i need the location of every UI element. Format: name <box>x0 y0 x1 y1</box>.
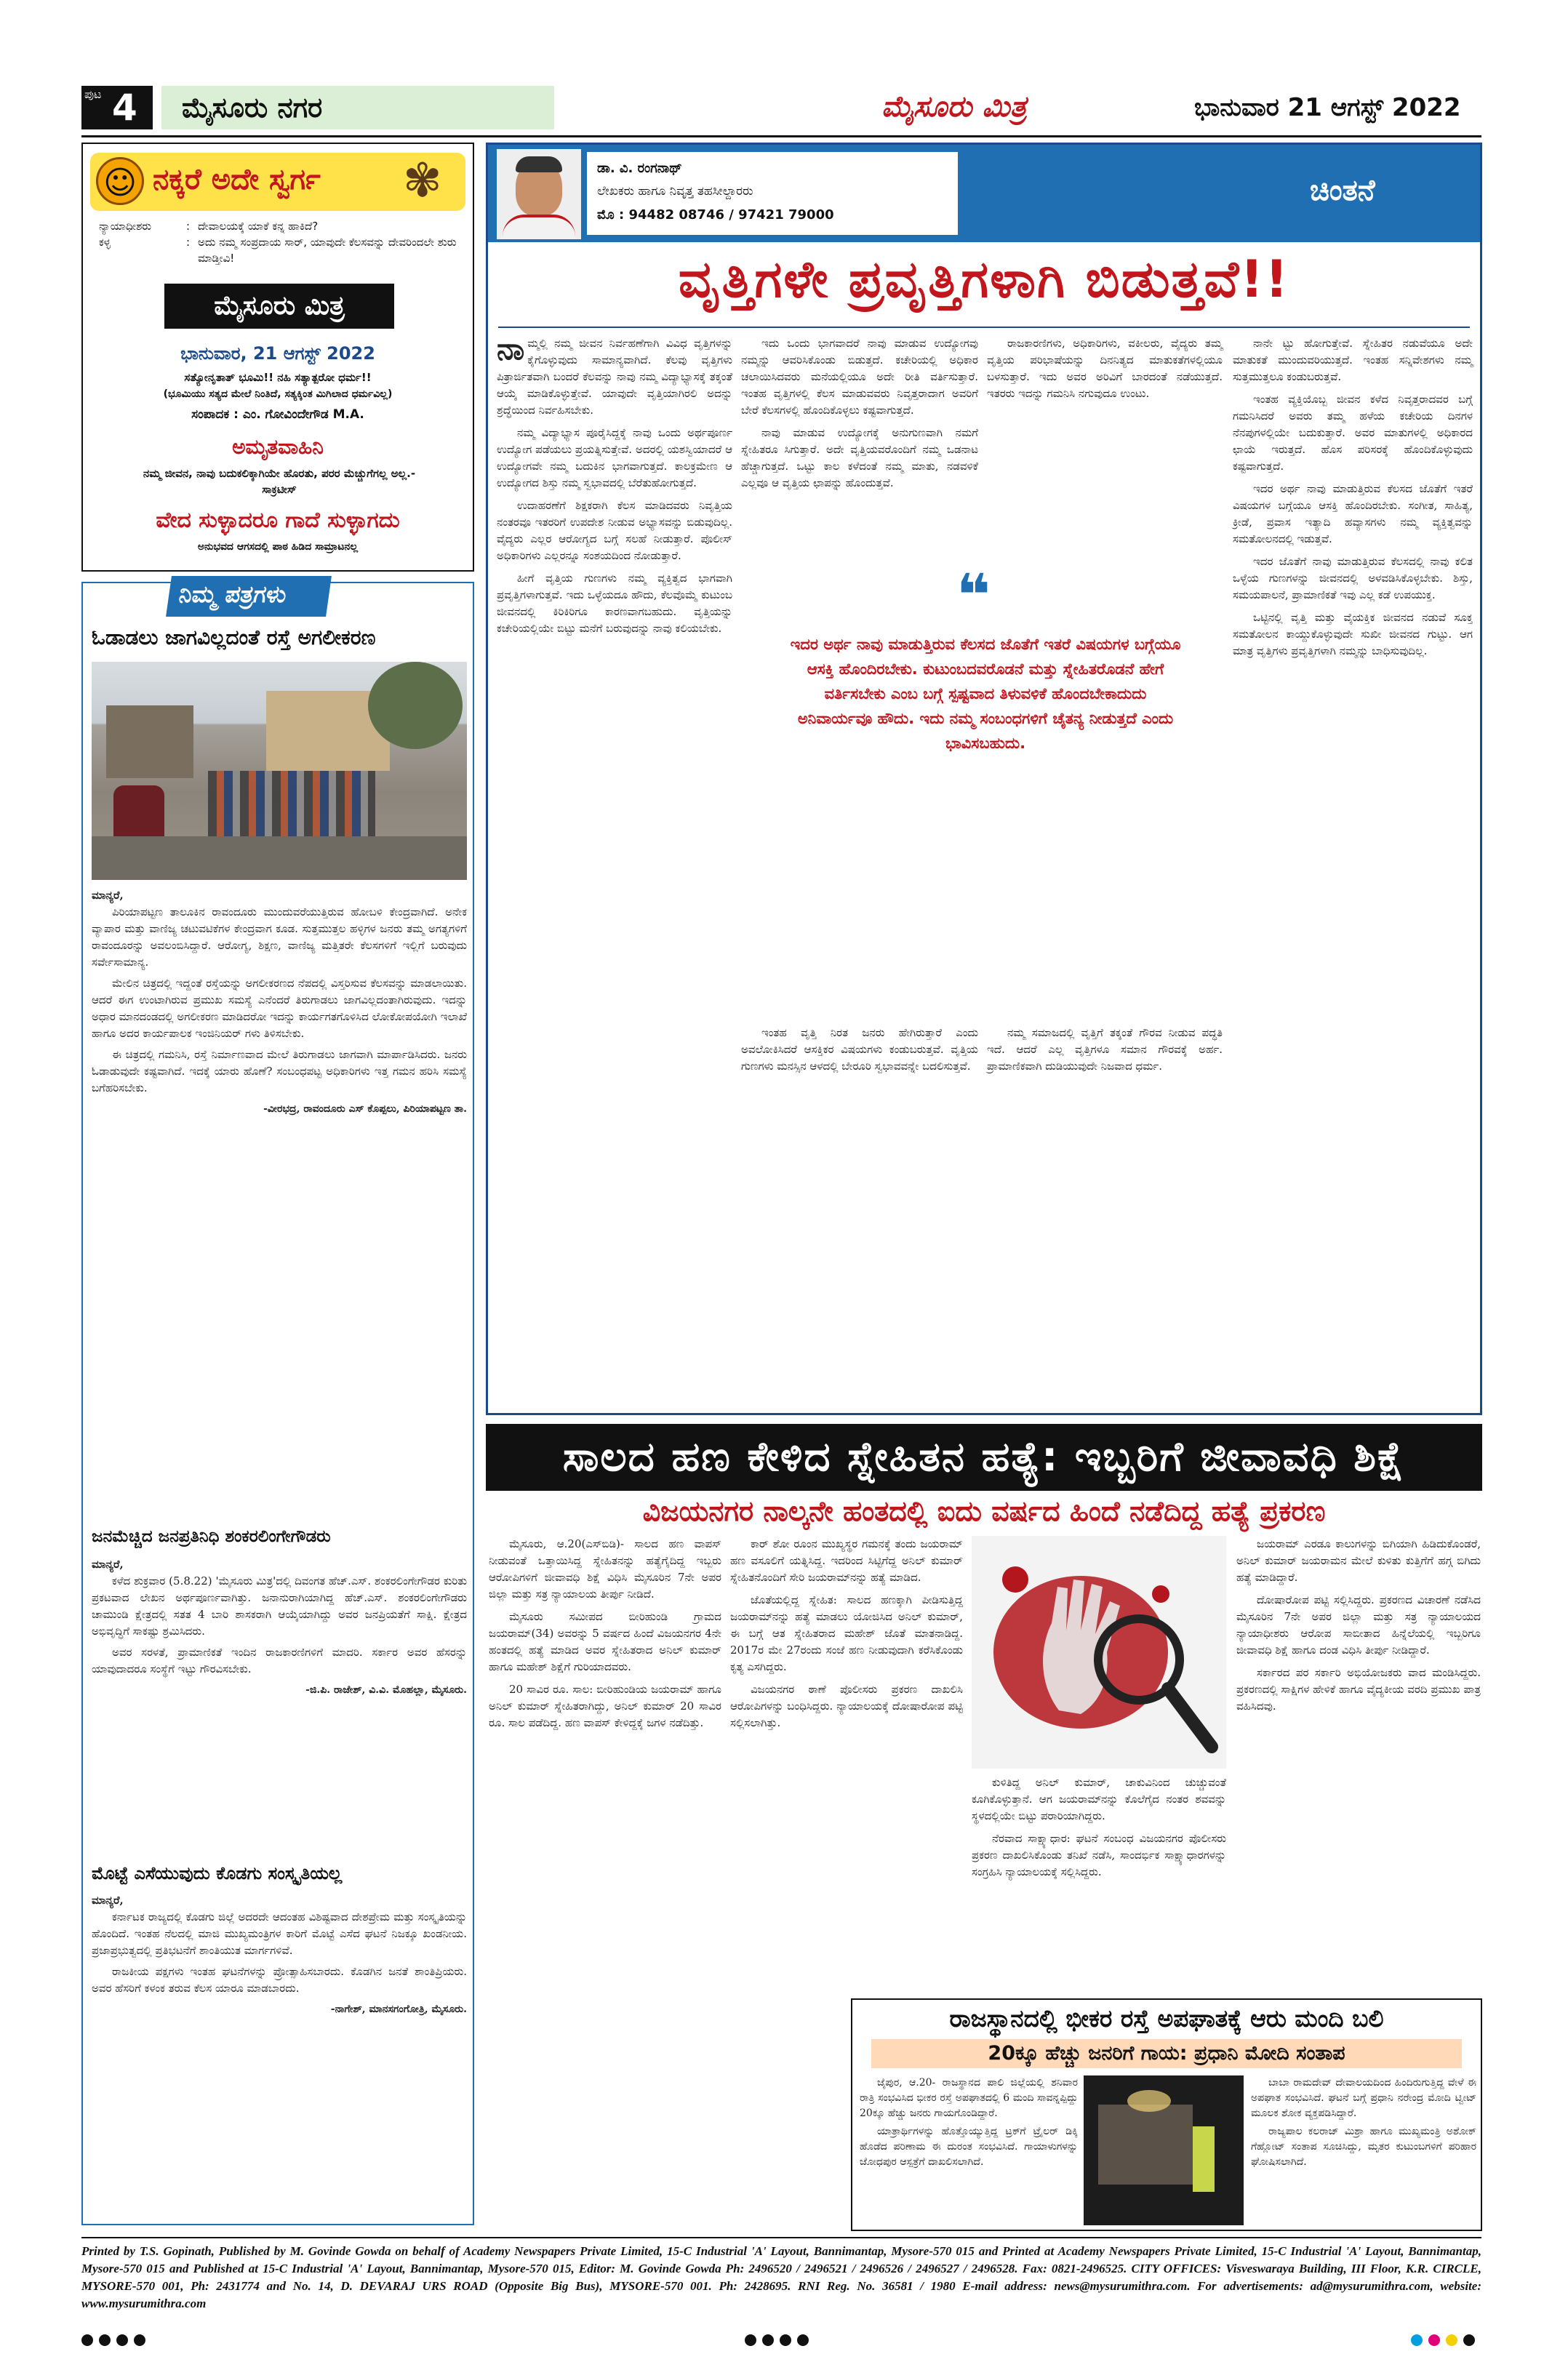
pullquote-box <box>782 561 1189 1017</box>
article-paragraph: ಜೈಪುರ, ಆ.20- ರಾಜಸ್ಥಾನದ ಪಾಲಿ ಜಿಲ್ಲೆಯಲ್ಲಿ ಶನಿವಾರ ರಾತ್ರಿ ಸಂಭವಿಸಿದ ಭೀಕರ ರಸ್ತೆ ಅಪಘಾತದಲ್ಲಿ 6 ಮಂದಿ ಸಾವನ್ನಪ್ಪಿದ್ದು 20ಕ್ಕೂ ಹೆಚ್ಚು ಜನರು ಗಾಯಗೊಂಡಿದ್ದಾರೆ. <box>860 2077 1078 2119</box>
qa-row <box>99 234 463 266</box>
editor-name: : ಎಂ. ಗೋವಿಂದೇಗೌಡ M.A. <box>233 407 364 422</box>
letter-3-body <box>92 1892 467 2018</box>
accident-article <box>851 1998 1482 2231</box>
chintane-col-2-lower <box>741 1025 978 1081</box>
chintane-col-3-lower <box>987 1025 1223 1081</box>
letter-1-body <box>92 887 467 1118</box>
article-paragraph: ಜೊತೆಯಲ್ಲಿದ್ದ ಸ್ನೇಹಿತ: ಸಾಲದ ಹಣಕ್ಕಾಗಿ ಪೀಡಿಸುತ್ತಿದ್ದ ಜಯರಾಮ್‍ನನ್ನು ಹತ್ಯೆ ಮಾಡಲು ಯೋಜಿಸಿದ ಅನಿಲ್ ಕುಮಾರ್, ಈ ಬಗ್ಗೆ ಆತ ಸ್ನೇಹಿತರಾದ ಮಹೇಶ್ ಜೊತೆ ಮಾತನಾಡಿದ್ದ. 2017ರ ಮೇ 27ರಂದು ಸಂಜೆ ಹಣ ನೀಡುವುದಾಗಿ ಕರೆಸಿಕೊಂಡು ಕೃತ್ಯ ಎಸಗಿದ್ದರು. <box>730 1593 963 1673</box>
motto-1: ಸತ್ಯೋನೃತಾತ್ ಭೂಮಿ!! ನಹಿ ಸತ್ಯಾತ್ಪರೋ ಧರ್ಮ!! <box>184 371 372 384</box>
qa-block <box>99 218 463 266</box>
section-title: ಮೈಸೂರು ನಗರ <box>182 92 323 124</box>
article-paragraph: 20 ಸಾವಿರ ರೂ. ಸಾಲ: ಬೀರಿಹುಂಡಿಯ ಜಯರಾಮ್ ಹಾಗೂ ಅನಿಲ್ ಕುಮಾರ್ ಸ್ನೇಹಿತರಾಗಿದ್ದು, ಅನಿಲ್ ಕುಮಾರ್ 20 ಸಾವಿರ ರೂ. ಸಾಲ ಪಡೆದಿದ್ದ. ಹಣ ವಾಪಸ್ ಕೇಳಿದ್ದಕ್ಕೆ ಜಗಳ ನಡೆದಿತ್ತು. <box>489 1683 721 1729</box>
dot-yellow <box>1446 2334 1457 2346</box>
letter-salutation: ಮಾನ್ಯರೆ, <box>92 1894 124 1907</box>
article-paragraph: ನಮ್ಮ ಸಮಾಜದಲ್ಲಿ ವೃತ್ತಿಗೆ ತಕ್ಕಂತೆ ಗೌರವ ನೀಡುವ ಪದ್ಧತಿ ಇದೆ. ಆದರೆ ಎಲ್ಲ ವೃತ್ತಿಗಳೂ ಸಮಾನ ಗೌರವಕ್ಕೆ ಅರ್ಹ. ಪ್ರಾಮಾಣಿಕವಾಗಿ ದುಡಿಯುವುದೇ ನಿಜವಾದ ಧರ್ಮ. <box>987 1026 1223 1073</box>
cartoon-title: ನಕ್ಕರೆ ಅದೇ ಸ್ವರ್ಗ <box>153 163 321 196</box>
header-rule <box>81 135 1481 137</box>
photo-hair <box>516 156 562 172</box>
author-phone: ಮೊ : 94482 08746 / 97421 79000 <box>597 207 834 223</box>
header-date: ಭಾನುವಾರ 21 ಆಗಸ್ಟ್ 2022 <box>1194 93 1461 122</box>
dot-black <box>780 2334 791 2346</box>
paper-date: ಭಾನುವಾರ, 21 ಆಗಸ್ಟ್ 2022 <box>180 343 375 364</box>
article-paragraph: ಕುಳಿತಿದ್ದ ಅನಿಲ್ ಕುಮಾರ್, ಚಾಕುವಿನಿಂದ ಚುಚ್ಚುವಂತೆ ಕೂಗಿಕೊಳ್ಳುತ್ತಾನೆ. ಆಗ ಜಯರಾಮ್‍ನನ್ನು ಕೊಲೆಗೈದ ನಂತರ ಶವವನ್ನು ಸ್ಥಳದಲ್ಲಿಯೇ ಬಿಟ್ಟು ಪರಾರಿಯಾಗಿದ್ದರು. <box>972 1776 1226 1822</box>
dot-cyan <box>1411 2334 1423 2346</box>
letter-paragraph: ರಾಜಕೀಯ ಪಕ್ಷಗಳು ಇಂತಹ ಘಟನೆಗಳನ್ನು ಪ್ರೋತ್ಸಾಹಿಸಬಾರದು. ಕೊಡಗಿನ ಜನತೆ ಶಾಂತಿಪ್ರಿಯರು. ಅವರ ಹೆಸರಿಗೆ ಕಳಂಕ ತರುವ ಕೆಲಸ ಯಾರೂ ಮಾಡಬಾರದು. <box>92 1965 467 1995</box>
article-paragraph: ಇಂತಹ ವ್ಯಕ್ತಿಯೊಬ್ಬ ಜೀವನ ಕಳೆದ ನಿವೃತ್ತರಾದವರ ಬಗ್ಗೆ ಗಮನಿಸಿದರೆ ಅವರು ತಮ್ಮ ಹಳೆಯ ಕಚೇರಿಯ ದಿನಗಳ ನೆನಪುಗಳಲ್ಲಿಯೇ ಬದುಕುತ್ತಾರೆ. ಅವರ ಮಾತುಗಳಲ್ಲಿ ಅಧಿಕಾರದ ಛಾಯೆ ಇರುತ್ತದೆ. ಹೊಸ ಪರಿಸರಕ್ಕೆ ಹೊಂದಿಕೊಳ್ಳುವುದು ಕಷ್ಟವಾಗುತ್ತದೆ. <box>1233 393 1473 473</box>
letter-signature: -ನಾಗೇಶ್, ಮಾನಸಗಂಗೋತ್ರಿ, ಮೈಸೂರು. <box>330 2003 467 2015</box>
murder-headline: ಸಾಲದ ಹಣ ಕೇಳಿದ ಸ್ನೇಹಿತನ ಹತ್ಯೆ: ಇಬ್ಬರಿಗೆ ಜೀವಾವಧಿ ಶಿಕ್ಷೆ <box>486 1424 1482 1491</box>
road-photo <box>92 662 467 880</box>
letter-1-headline: ಓಡಾಡಲು ಜಾಗವಿಲ್ಲದಂತೆ ರಸ್ತೆ ಅಗಲೀಕರಣ <box>92 625 376 649</box>
dot-black <box>745 2334 756 2346</box>
dot-magenta <box>1428 2334 1440 2346</box>
motto-2: (ಭೂಮಿಯು ಸತ್ಯದ ಮೇಲೆ ನಿಂತಿದೆ, ಸತ್ಯಕ್ಕಿಂತ ಮಿಗಿಲಾದ ಧರ್ಮವಿಲ್ಲ) <box>163 388 393 400</box>
letter-paragraph: ಮೇಲಿನ ಚಿತ್ರದಲ್ಲಿ ಇದ್ದಂತೆ ರಸ್ತೆಯನ್ನು ಅಗಲೀಕರಣದ ನೆಪದಲ್ಲಿ ವಿಸ್ತರಿಸುವ ಕೆಲಸವನ್ನು ಮಾಡಲಾಯಿತು. ಆದರೆ ಈಗ ಉಂಟಾಗಿರುವ ಪ್ರಮುಖ ಸಮಸ್ಯೆ ಎನೆಂದರೆ ತಿರುಗಾಡಲು ಜಾಗವಿಲ್ಲದಂತಾಗಿರುವುದು. ಇದನ್ನು ಅಧಾರ ಮಾನದಂಡದಲ್ಲಿ ಅಗಲೀಕರಣ ಮಾಡಿದರೋ ಇದನ್ನು ಕಾರ್ಯಗತಗೊಳಿಸಿದ ಲೋಕೋಪಯೋಗಿ ಇಲಾಖೆ ಹಾಗೂ ಅದರ ಕಾರ್ಯಪಾಲಕ ಇಂಜಿನಿಯರ್ ಗಳು ತಿಳಿಸಬೇಕು. <box>92 977 467 1040</box>
article-paragraph: ಜಯರಾಮ್ ಎರಡೂ ಕಾಲುಗಳನ್ನು ಬಿಗಿಯಾಗಿ ಹಿಡಿದುಕೊಂಡರೆ, ಅನಿಲ್ ಕುಮಾರ್ ಜಯರಾಮನ ಮೇಲೆ ಕುಳಿತು ಕುತ್ತಿಗೆಗೆ ಹಗ್ಗ ಬಿಗಿದು ಹತ್ಯೆ ಮಾಡಿದ್ದಾರೆ. <box>1236 1537 1481 1584</box>
proverb: ವೇದ ಸುಳ್ಳಾದರೂ ಗಾದೆ ಸುಳ್ಳಾಗದು <box>156 508 400 533</box>
letter-paragraph: ಪಿರಿಯಾಪಟ್ಟಣ ತಾಲೂಕಿನ ರಾವಂದೂರು ಮುಂದುವರೆಯುತ್ತಿರುವ ಹೋಬಳಿ ಕೇಂದ್ರವಾಗಿದೆ. ಅನೇಕ ವ್ಯಾಪಾರ ಮತ್ತು ವಾಣಿಜ್ಯ ಚಟುವಟಿಕೆಗಳ ಕೇಂದ್ರವಾಗ ಕೂಡ. ಸುತ್ತಮುತ್ತಲ ಹಳ್ಳಿಗಳ ಜನರು ತಮ್ಮ ಅಗತ್ಯಗಳಿಗೆ ರಾವಂದೂರನ್ನು ಅವಲಂಬಿಸಿದ್ದಾರೆ. ಆರೋಗ್ಯ, ಶಿಕ್ಷಣ, ವಾಣಿಜ್ಯ ಮತ್ತಿತರೇ ಕೆಲಸಗಳಿಗೆ ಇಲ್ಲಿಗೆ ಬರುವುದು ಸರ್ವೇಸಾಮಾನ್ಯ. <box>92 905 467 969</box>
dropcap-continuation: ಮ್ಮಲ್ಲಿ ನಮ್ಮ ಜೀವನ ನಿರ್ವಹಣೆಗಾಗಿ ವಿವಿಧ ವೃತ್ತಿಗಳನ್ನು ಕೈಗೊಳ್ಳುವುದು ಸಾಮಾನ್ಯವಾಗಿದೆ. ಕೆಲವು ವೃತ್ತಿಗಳು ಪಿತ್ರಾರ್ಜಿತವಾಗಿ ಬಂದರೆ ಕೆಲವನ್ನು ನಾವು ನಮ್ಮ ವಿದ್ಯಾಭ್ಯಾಸಕ್ಕೆ ತಕ್ಕಂತೆ ಆಯ್ಕೆ ಮಾಡಿಕೊಳ್ಳುತ್ತೇವೆ. ಯಾವುದೇ ವೃತ್ತಿಯಾಗಿರಲಿ ಅದನ್ನು ಶ್ರದ್ಧೆಯಿಂದ ನಿರ್ವಹಿಸಬೇಕು. <box>497 337 732 417</box>
author-info-box <box>587 152 958 235</box>
page-header <box>81 86 1481 131</box>
dot-black <box>81 2334 93 2346</box>
proverb-sub: ಅನುಭವದ ಆಗಸದಲ್ಲಿ ಪಾಠ ಹಿಡಿದ ಸಾಮ್ರಾಟನಲ್ಲ <box>197 541 359 553</box>
article-paragraph: ಯಾತ್ರಾರ್ಥಿಗಳನ್ನು ಹೊತ್ತೊಯ್ಯುತ್ತಿದ್ದ ಟ್ರಕ್‍ಗೆ ಟ್ರೈಲರ್ ಡಿಕ್ಕಿ ಹೊಡೆದ ಪರಿಣಾಮ ಈ ದುರಂತ ಸಂಭವಿಸಿದೆ. ಗಾಯಾಳುಗಳನ್ನು ಜೋಧಪುರ ಆಸ್ಪತ್ರೆಗೆ ದಾಖಲಿಸಲಾಗಿದೆ. <box>860 2126 1078 2168</box>
accident-headline: ರಾಜಸ್ಥಾನದಲ್ಲಿ ಭೀಕರ ರಸ್ತೆ ಅಪಘಾತಕ್ಕೆ ಆರು ಮಂದಿ ಬಲಿ <box>949 2004 1384 2033</box>
chintane-col-2 <box>741 335 978 497</box>
article-paragraph: ಒಟ್ಟಿನಲ್ಲಿ ವೃತ್ತಿ ಮತ್ತು ವೈಯಕ್ತಿಕ ಜೀವನದ ನಡುವೆ ಸೂಕ್ತ ಸಮತೋಲನ ಕಾಯ್ದುಕೊಳ್ಳುವುದೇ ಸುಖೀ ಜೀವನದ ಗುಟ್ಟು. ಆಗ ಮಾತ್ರ ವೃತ್ತಿಗಳು ಪ್ರವೃತ್ತಿಗಳಾಗಿ ನಮ್ಮನ್ನು ಬಾಧಿಸುವುದಿಲ್ಲ. <box>1233 611 1473 657</box>
cartoon-box <box>81 143 474 572</box>
accident-subhead: 20ಕ್ಕೂ ಹೆಚ್ಚು ಜನರಿಗೆ ಗಾಯ: ಪ್ರಧಾನಿ ಮೋದಿ ಸಂತಾಪ <box>871 2039 1462 2068</box>
article-paragraph: ರಾಜ್ಯಪಾಲ ಕಲರಾಜ್ ಮಿಶ್ರಾ ಹಾಗೂ ಮುಖ್ಯಮಂತ್ರಿ ಅಶೋಕ್ ಗೆಹ್ಲೋಟ್ ಸಂತಾಪ ಸೂಚಿಸಿದ್ದು, ಮೃತರ ಕುಟುಂಬಗಳಿಗೆ ಪರಿಹಾರ ಘೋಷಿಸಲಾಗಿದೆ. <box>1251 2126 1476 2168</box>
article-paragraph: ಇಂತಹ ವೃತ್ತಿ ನಿರತ ಜನರು ಹೇಗಿರುತ್ತಾರೆ ಎಂದು ಅವಲೋಕಿಸಿದರೆ ಆಸಕ್ತಿಕರ ವಿಷಯಗಳು ಕಂಡುಬರುತ್ತವೆ. ವೃತ್ತಿಯ ಗುಣಗಳು ಮನಸ್ಸಿನ ಆಳದಲ್ಲಿ ಬೇರೂರಿ ಸ್ವಭಾವವನ್ನೇ ಬದಲಿಸುತ್ತವೆ. <box>741 1026 978 1073</box>
amrutavahini-text: ನಮ್ಮ ಜೀವನ, ನಾವು ಬದುಕಲಿಕ್ಕಾಗಿಯೇ ಹೊರತು, ಪರರ ಮೆಚ್ಚುಗೆಗಲ್ಲ ಅಲ್ಲ.-ಸಾಕ್ರಟೀಸ್ <box>143 467 416 496</box>
chintane-headline: ವೃತ್ತಿಗಳೇ ಪ್ರವೃತ್ತಿಗಳಾಗಿ ಬಿಡುತ್ತವೆ!! <box>678 249 1290 309</box>
chintane-col-4 <box>1233 335 1473 665</box>
article-paragraph: ದೋಷಾರೋಪ ಪಟ್ಟಿ ಸಲ್ಲಿಸಿದ್ದರು. ಪ್ರಕರಣದ ವಿಚಾರಣೆ ನಡೆಸಿದ ಮೈಸೂರಿನ 7ನೇ ಅಪರ ಜಿಲ್ಲಾ ಮತ್ತು ಸತ್ರ ನ್ಯಾಯಾಲಯದ ನ್ಯಾಯಾಧೀಶರು ಆರೋಪ ಸಾಬೀತಾದ ಹಿನ್ನೆಲೆಯಲ್ಲಿ ಇಬ್ಬರಿಗೂ ಜೀವಾವಧಿ ಶಿಕ್ಷೆ ಹಾಗೂ ದಂಡ ವಿಧಿಸಿ ತೀರ್ಪು ನೀಡಿದ್ದಾರೆ. <box>1236 1593 1481 1657</box>
murder-col-2 <box>730 1536 963 1737</box>
article-paragraph: ನೆರವಾದ ಸಾಕ್ಷ್ಯಾಧಾರ: ಘಟನೆ ಸಂಬಂಧ ವಿಜಯನಗರ ಪೊಲೀಸರು ಪ್ರಕರಣ ದಾಖಲಿಸಿಕೊಂಡು ತನಿಖೆ ನಡೆಸಿ, ಸಾಂದರ್ಭಿಕ ಸಾಕ್ಷ್ಯಾಧಾರಗಳನ್ನು ಸಂಗ್ರಹಿಸಿ ನ್ಯಾಯಾಲಯಕ್ಕೆ ಸಲ್ಲಿಸಿದ್ದರು. <box>972 1832 1226 1878</box>
accident-col-1 <box>860 2075 1078 2170</box>
murder-col-1 <box>489 1536 721 1737</box>
qa-row <box>99 218 463 234</box>
dot-black <box>99 2334 111 2346</box>
letter-salutation: ಮಾನ್ಯರೆ, <box>92 889 124 902</box>
photo-crowd <box>208 771 375 836</box>
headline-rule <box>498 327 1470 328</box>
letters-title-box <box>166 576 332 617</box>
article-paragraph: ಇದರ ಜೊತೆಗೆ ನಾವು ಮಾಡುತ್ತಿರುವ ಕೆಲಸದಲ್ಲಿ ನಾವು ಕಲಿತ ಒಳ್ಳೆಯ ಗುಣಗಳನ್ನು ಜೀವನದಲ್ಲಿ ಅಳವಡಿಸಿಕೊಳ್ಳಬೇಕು. ಶಿಸ್ತು, ಸಮಯಪಾಲನೆ, ಪ್ರಾಮಾಣಿಕತೆ ಇವು ಎಲ್ಲ ಕಡೆ ಉಪಯುಕ್ತ. <box>1233 555 1473 601</box>
letter-2-headline: ಜನಮೆಚ್ಚಿದ ಜನಪ್ರತಿನಿಧಿ ಶಂಕರಲಿಂಗೇಗೌಡರು <box>92 1527 331 1546</box>
letter-2-body <box>92 1556 467 1699</box>
dot-black <box>797 2334 809 2346</box>
chintane-col-1 <box>497 331 732 643</box>
photo-light <box>1127 2090 1171 2112</box>
article-paragraph: ನಾವು ಮಾಡುವ ಉದ್ಯೋಗಕ್ಕೆ ಅನುಗುಣವಾಗಿ ನಮಗೆ ಸ್ನೇಹಿತರೂ ಸಿಗುತ್ತಾರೆ. ಅದೇ ವೃತ್ತಿಯವರೊಂದಿಗೆ ನಮ್ಮ ಒಡನಾಟ ಹೆಚ್ಚಾಗುತ್ತದೆ. ಒಟ್ಟು ಕಾಲ ಕಳೆದಂತೆ ನಮ್ಮ ಮಾತು, ನಡವಳಿಕೆ ಎಲ್ಲವೂ ಆ ವೃತ್ತಿಯ ಛಾಪನ್ನು ಹೊಂದುತ್ತವೆ. <box>741 426 978 489</box>
section-title-box <box>161 86 554 129</box>
column-name: ಚಿಂತನೆ <box>1310 174 1375 207</box>
article-paragraph: ಇದು ಒಂದು ಭಾಗವಾದರೆ ನಾವು ಮಾಡುವ ಉದ್ಯೋಗವು ನಮ್ಮನ್ನು ಆವರಿಸಿಕೊಂಡು ಬಿಡುತ್ತದೆ. ಕಚೇರಿಯಲ್ಲಿ ಅಧಿಕಾರ ಚಲಾಯಿಸಿದವರು ಮನೆಯಲ್ಲಿಯೂ ಅದೇ ರೀತಿ ವರ್ತಿಸುತ್ತಾರೆ. ಇಂತಹ ವೃತ್ತಿಗಳಲ್ಲಿ ಕೆಲಸ ಮಾಡುವವರು ನಿವೃತ್ತರಾದಾಗ ಅವರಿಗೆ ಬೇರೆ ಕೆಲಸಗಳಲ್ಲಿ ಹೊಂದಿಕೊಳ್ಳಲು ಕಷ್ಟವಾಗುತ್ತದೆ. <box>741 337 978 417</box>
letter-signature: -ಜಿ.ಪಿ. ರಾಜೇಶ್, ವಿ.ವಿ. ಮೊಹಲ್ಲಾ, ಮೈಸೂರು. <box>305 1684 467 1696</box>
article-paragraph: ನಾನೇ ಟ್ಟು ಹೋಗುತ್ತೇವೆ. ಸ್ನೇಹಿತರ ನಡುವೆಯೂ ಅದೇ ಮಾತುಕತೆ ಮುಂದುವರಿಯುತ್ತದೆ. ಇಂತಹ ಸನ್ನಿವೇಶಗಳು ನಮ್ಮ ಸುತ್ತಮುತ್ತಲೂ ಕಂಡುಬರುತ್ತವೆ. <box>1233 337 1473 383</box>
letter-paragraph: ಈ ಚಿತ್ರದಲ್ಲಿ ಗಮನಿಸಿ, ರಸ್ತೆ ನಿರ್ಮಾಣವಾದ ಮೇಲೆ ತಿರುಗಾಡಲು ಜಾಗವಾಗಿ ಮಾರ್ಪಾಡಿಸಿದರು. ಜನರು ಓಡಾಡುವುದೇ ಕಷ್ಟವಾಗಿದೆ. ಇದಕ್ಕೆ ಯಾರು ಹೊಣೆ? ಸಂಬಂಧಪಟ್ಟ ಅಧಿಕಾರಿಗಳು ಇತ್ತ ಗಮನ ಹರಿಸಿ ಸಮಸ್ಯೆ ಬಗೆಹರಿಸಬೇಕು. <box>92 1048 467 1094</box>
pullquote-text: ಇದರ ಅರ್ಥ ನಾವು ಮಾಡುತ್ತಿರುವ ಕೆಲಸದ ಜೊತೆಗೆ ಇತರೆ ವಿಷಯಗಳ ಬಗ್ಗೆಯೂ ಆಸಕ್ತಿ ಹೊಂದಿರಬೇಕು. ಕುಟುಂಬದವರೊಡನೆ ಮತ್ತು ಸ್ನೇಹಿತರೊಡನೆ ಹೇಗೆ ವರ್ತಿಸಬೇಕು ಎಂಬ ಬಗ್ಗೆ ಸ್ಪಷ್ಟವಾದ ತಿಳುವಳಿಕೆ ಹೊಂದಬೇಕಾದುದು ಅನಿವಾರ್ಯವೂ ಹೌದು. ಇದು ನಮ್ಮ ಸಂಬಂಧಗಳಿಗೆ ಚೈತನ್ಯ ನೀಡುತ್ತದೆ ಎಂದು ಭಾವಿಸಬಹುದು. <box>790 636 1181 752</box>
article-paragraph: ಇದರ ಅರ್ಥ ನಾವು ಮಾಡುತ್ತಿರುವ ಕೆಲಸದ ಜೊತೆಗೆ ಇತರೆ ವಿಷಯಗಳ ಬಗ್ಗೆಯೂ ಆಸಕ್ತಿ ಹೊಂದಿರಬೇಕು. ಸಂಗೀತ, ಸಾಹಿತ್ಯ, ಕ್ರೀಡೆ, ಪ್ರವಾಸ ಇತ್ಯಾದಿ ಹವ್ಯಾಸಗಳು ನಮ್ಮ ವ್ಯಕ್ತಿತ್ವವನ್ನು ಸಮತೋಲನದಲ್ಲಿ ಇಡುತ್ತವೆ. <box>1233 482 1473 545</box>
photo-shirt <box>503 215 575 239</box>
dot-black <box>762 2334 774 2346</box>
laughing-face-icon: ☺ <box>96 157 144 205</box>
letter-3-headline: ಮೊಟ್ಟೆ ಎಸೆಯುವುದು ಕೊಡಗು ಸಂಸ್ಕೃತಿಯಲ್ಲ <box>92 1863 343 1883</box>
qa-colon: : <box>186 220 191 233</box>
dot-black <box>1463 2334 1475 2346</box>
page-number-box <box>81 86 153 129</box>
masthead-logo: ಮೈಸೂರು ಮಿತ್ರ <box>881 90 1027 124</box>
accident-col-2 <box>1251 2075 1476 2170</box>
magnifier-handle <box>1168 1689 1212 1747</box>
editor-line <box>90 407 465 422</box>
qa-label: ನ್ಯಾಯಾಧೀಶರು <box>99 220 152 233</box>
article-paragraph: ರಾಜಕಾರಣಿಗಳು, ಅಧಿಕಾರಿಗಳು, ವಕೀಲರು, ವೈದ್ಯರು ತಮ್ಮ ವೃತ್ತಿಯ ಪರಿಭಾಷೆಯನ್ನು ದಿನನಿತ್ಯದ ಮಾತುಕತೆಗಳಲ್ಲಿಯೂ ಬಳಸುತ್ತಾರೆ. ಇದು ಅವರ ಅರಿವಿಗೆ ಬಾರದಂತೆ ನಡೆಯುತ್ತದೆ. ಇತರರು ಇದನ್ನು ಗಮನಿಸಿ ನಗುವುದೂ ಉಂಟು. <box>987 337 1223 400</box>
photo-officer <box>1193 2126 1215 2192</box>
article-paragraph <box>497 331 732 419</box>
letter-paragraph: ಅವರ ಸರಳತೆ, ಪ್ರಾಮಾಣಿಕತೆ ಇಂದಿನ ರಾಜಕಾರಣಿಗಳಿಗೆ ಮಾದರಿ. ಸರ್ಕಾರ ಅವರ ಹೆಸರನ್ನು ಯಾವುದಾದರೂ ಸಂಸ್ಥೆಗೆ ಇಟ್ಟು ಗೌರವಿಸಬೇಕು. <box>92 1646 467 1676</box>
chintane-article <box>486 143 1482 1415</box>
letter-paragraph: ಕಳೆದ ಶುಕ್ರವಾರ (5.8.22) 'ಮೈಸೂರು ಮಿತ್ರ'ದಲ್ಲಿ ದಿವಂಗತ ಹೆಚ್.ಎಸ್. ಶಂಕರಲಿಂಗೇಗೌಡರ ಕುರಿತು ಪ್ರಕಟವಾದ ಲೇಖನ ಅರ್ಥಪೂರ್ಣವಾಗಿತ್ತು. ಜನಾನುರಾಗಿಯಾಗಿದ್ದ ಹೆಚ್.ಎಸ್. ಶಂಕರಲಿಂಗೇಗೌಡರು ಚಾಮುಂಡಿ ಕ್ಷೇತ್ರದಲ್ಲಿ ಸತತ 4 ಬಾರಿ ಶಾಸಕರಾಗಿ ಆಯ್ಕೆಯಾಗಿದ್ದು ಅವರ ಜನಪ್ರಿಯತೆಗೆ ಸಾಕ್ಷಿ. ಕ್ಷೇತ್ರದ ಅಭಿವೃದ್ಧಿಗೆ ಸಾಕಷ್ಟು ಶ್ರಮಿಸಿದರು. <box>92 1574 467 1638</box>
article-paragraph: ಕಾರ್ ಶೋ ರೂಂನ ಮುಖ್ಯಸ್ಥರ ಗಮನಕ್ಕೆ ತಂದು ಜಯರಾಮ್ ಹಣ ವಸೂಲಿಗೆ ಯತ್ನಿಸಿದ್ದ. ಇದರಿಂದ ಸಿಟ್ಟಿಗೆದ್ದ ಅನಿಲ್ ಕುಮಾರ್ ಸ್ನೇಹಿತನೊಂದಿಗೆ ಸೇರಿ ಜಯರಾಮ್‍ನನ್ನು ಹತ್ಯೆ ಮಾಡಿದ. <box>730 1537 963 1584</box>
blood-drop <box>1152 1585 1169 1603</box>
qa-label: ಕಳ್ಳ <box>99 236 111 249</box>
murder-col-4 <box>1236 1536 1481 1721</box>
footer-rule <box>81 2237 1481 2238</box>
article-paragraph: ಸರ್ಕಾರದ ಪರ ಸರ್ಕಾರಿ ಅಭಿಯೋಜಕರು ವಾದ ಮಂಡಿಸಿದ್ದರು. ಪ್ರಕರಣದಲ್ಲಿ ಸಾಕ್ಷಿಗಳ ಹೇಳಿಕೆ ಹಾಗೂ ವೈದ್ಯಕೀಯ ವರದಿ ಪ್ರಮುಖ ಪಾತ್ರ ವಹಿಸಿದವು. <box>1236 1666 1481 1713</box>
article-paragraph: ನಮ್ಮ ವಿದ್ಯಾಭ್ಯಾಸ ಪೂರೈಸಿದ್ದಕ್ಕೆ ನಾವು ಒಂದು ಅರ್ಥಪೂರ್ಣ ಉದ್ಯೋಗ ಪಡೆಯಲು ಪ್ರಯತ್ನಿಸುತ್ತೇವೆ. ಅದರಲ್ಲಿ ಯಶಸ್ವಿಯಾದರೆ ಆ ಉದ್ಯೋಗವೇ ನಮ್ಮ ಬದುಕಿನ ಭಾಗವಾಗುತ್ತದೆ. ಕಾಲಕ್ರಮೇಣ ಆ ಉದ್ಯೋಗದ ಶಿಸ್ತು ನಮ್ಮ ಸ್ವಭಾವದಲ್ಲಿ ಬೆರೆತುಹೋಗುತ್ತದೆ. <box>497 426 732 489</box>
cartoon-header <box>90 153 465 211</box>
photo-truck <box>1098 2105 1193 2185</box>
article-paragraph: ಬಾಬಾ ರಾಮದೇವ್ ದೇವಾಲಯದಿಂದ ಹಿಂದಿರುಗುತ್ತಿದ್ದ ವೇಳೆ ಈ ಅಪಘಾತ ಸಂಭವಿಸಿದೆ. ಘಟನೆ ಬಗ್ಗೆ ಪ್ರಧಾನಿ ನರೇಂದ್ರ ಮೋದಿ ಟ್ವೀಟ್ ಮೂಲಕ ಶೋಕ ವ್ಯಕ್ತಪಡಿಸಿದ್ದಾರೆ. <box>1251 2077 1476 2119</box>
crime-illustration <box>972 1536 1226 1769</box>
amrutavahini-title: ಅಮೃತವಾಹಿನಿ <box>232 435 324 459</box>
photo-tree <box>368 662 463 749</box>
letter-signature: -ವೀರಭದ್ರ, ರಾವಂದೂರು ಎಸ್ ಕೊಪ್ಪಲು, ಪಿರಿಯಾಪಟ್ಟಣ ತಾ. <box>263 1103 467 1115</box>
page-number: 4 <box>112 87 137 129</box>
letters-box <box>81 582 474 2225</box>
registration-dots-right <box>1411 2334 1481 2349</box>
blood-drop <box>1002 1566 1028 1593</box>
editor-label: ಸಂಪಾದಕ <box>191 407 230 422</box>
dot-black <box>134 2334 145 2346</box>
dropcap: ನಾ <box>497 331 525 367</box>
author-band <box>488 145 1480 242</box>
author-name: ಡಾ. ವಿ. ರಂಗನಾಥ್ <box>597 161 682 176</box>
murder-subhead: ವಿಜಯನಗರ ನಾಲ್ಕನೇ ಹಂತದಲ್ಲಿ ಐದು ವರ್ಷದ ಹಿಂದೆ ನಡೆದಿದ್ದ ಹತ್ಯೆ ಪ್ರಕರಣ <box>642 1495 1326 1527</box>
article-paragraph: ವಿಜಯನಗರ ಠಾಣೆ ಪೊಲೀಸರು ಪ್ರಕರಣ ದಾಖಲಿಸಿ ಆರೋಪಿಗಳನ್ನು ಬಂಧಿಸಿದ್ದರು. ನ್ಯಾಯಾಲಯಕ್ಕೆ ದೋಷಾರೋಪ ಪಟ್ಟಿ ಸಲ್ಲಿಸಲಾಗಿತ್ತು. <box>730 1683 963 1729</box>
article-paragraph: ಮೈಸೂರು ಸಮೀಪದ ಬೀರಿಹುಂಡಿ ಗ್ರಾಮದ ಜಯರಾಮ್(34) ಅವರನ್ನು 5 ವರ್ಷದ ಹಿಂದೆ ವಿಜಯನಗರ 4ನೇ ಹಂತದಲ್ಲಿ ಹತ್ಯೆ ಮಾಡಿದ ಅವರ ಸ್ನೇಹಿತರಾದ ಅನಿಲ್ ಕುಮಾರ್ ಹಾಗೂ ಮಹೇಶ್ ಶಿಕ್ಷೆಗೆ ಗುರಿಯಾದವರು. <box>489 1610 721 1673</box>
footer-imprint: Printed by T.S. Gopinath, Published by M. Govinde Gowda on behalf of Academy Newspapers Private Limited, 15-C Industrial 'A' Layout, Bannimantap, Mysore-570 015 and Printed at Academy Newspapers Private Limited, 15-C Industrial 'A' Layout, Bannimantap, Mysore-570 015 and Published at 15-C Industrial 'A' Layout, Bannimantap, Mysore-570 015, Editor: M. Govinde Gowda Ph: 2496520 / 2496521 / 2496526 / 2496527 / 2496528. Fax: 0821-2496525. CITY OFFICES: Visveswaraya Building, III Floor, K.R. CIRCLE, MYSORE-570 001, Ph: 2431774 and No. 14, D. DEVARAJ URS ROAD (Opposite Big Bus), MYSORE-570 001. Ph: 2428695. RNI Reg. No. 36581 / 1980 E-mail address: news@mysurumithra.com. For advertisements: ad@mysurumithra.com, website: www.mysurumithra.com <box>81 2244 1481 2310</box>
bloody-hand-magnifier-graphic <box>972 1536 1226 1769</box>
dancing-figure-icon: ✾ <box>403 154 442 208</box>
quote-icon: ❝ <box>956 561 991 629</box>
dot-black <box>116 2334 128 2346</box>
chintane-col-3 <box>987 335 1223 408</box>
registration-dots-left <box>81 2334 151 2349</box>
paper-logo-box <box>164 284 394 329</box>
author-role: ಲೇಖಕರು ಹಾಗೂ ನಿವೃತ್ತ ತಹಸೀಲ್ದಾರರು <box>597 184 753 199</box>
qa-text: ದೇವಾಲಯಕ್ಕೆ ಯಾಕೆ ಕನ್ನ ಹಾಕಿದೆ? <box>198 220 319 233</box>
qa-text: ಅದು ನಮ್ಮ ಸಂಪ್ರದಾಯ ಸಾರ್, ಯಾವುದೇ ಕೆಲಸವನ್ನು ದೇವರಿಂದಲೇ ಶುರು ಮಾಡ್ತೀವಿ! <box>198 236 457 265</box>
article-paragraph: ಮೈಸೂರು, ಆ.20(ಎಸ್‍ಬಿಡಿ)- ಸಾಲದ ಹಣ ವಾಪಸ್ ನೀಡುವಂತೆ ಒತ್ತಾಯಿಸಿದ್ದ ಸ್ನೇಹಿತನನ್ನು ಹತ್ಯೆಗೈದಿದ್ದ ಇಬ್ಬರು ಆರೋಪಿಗಳಿಗೆ ಜೀವಾವಧಿ ಶಿಕ್ಷೆ ವಿಧಿಸಿ ಮೈಸೂರಿನ 7ನೇ ಅಪರ ಜಿಲ್ಲಾ ಮತ್ತು ಸತ್ರ ನ್ಯಾಯಾಲಯ ತೀರ್ಪು ನೀಡಿದೆ. <box>489 1537 721 1601</box>
photo-road <box>92 836 467 880</box>
letter-salutation: ಮಾನ್ಯರೆ, <box>92 1558 124 1571</box>
page-label: ಪುಟ <box>84 87 102 101</box>
murder-col-3-below-image <box>972 1774 1226 1886</box>
letter-paragraph: ಕರ್ನಾಟಕ ರಾಜ್ಯದಲ್ಲಿ ಕೊಡಗು ಜಿಲ್ಲೆ ಅದರದೇ ಆದಂತಹ ವಿಶಿಷ್ಟವಾದ ದೇಶಪ್ರೇಮ ಮತ್ತು ಸಂಸ್ಕೃತಿಯನ್ನು ಹೊಂದಿದೆ. ಇಂತಹ ನೆಲದಲ್ಲಿ ಮಾಜಿ ಮುಖ್ಯಮಂತ್ರಿಗಳ ಕಾರಿಗೆ ಮೊಟ್ಟೆ ಎಸೆದ ಘಟನೆ ನಿಜಕ್ಕೂ ಖಂಡನೀಯ. ಪ್ರಜಾಪ್ರಭುತ್ವದಲ್ಲಿ ಪ್ರತಿಭಟನೆಗೆ ಶಾಂತಿಯುತ ಮಾರ್ಗಗಳಿವೆ. <box>92 1910 467 1957</box>
accident-photo <box>1084 2075 1244 2225</box>
paper-logo: ಮೈಸೂರು ಮಿತ್ರ <box>214 291 345 321</box>
photo-shop <box>106 705 193 778</box>
letters-title: ನಿಮ್ಮ ಪತ್ರಗಳು <box>177 580 289 608</box>
article-paragraph: ಉದಾಹರಣೆಗೆ ಶಿಕ್ಷಕರಾಗಿ ಕೆಲಸ ಮಾಡಿದವರು ನಿವೃತ್ತಿಯ ನಂತರವೂ ಇತರರಿಗೆ ಉಪದೇಶ ನೀಡುವ ಅಭ್ಯಾಸವನ್ನು ಬಿಡುವುದಿಲ್ಲ. ವೈದ್ಯರು ಎಲ್ಲರ ಆರೋಗ್ಯದ ಬಗ್ಗೆ ಸಲಹೆ ನೀಡುತ್ತಾರೆ. ಪೊಲೀಸ್ ಅಧಿಕಾರಿಗಳು ಎಲ್ಲರನ್ನೂ ಸಂಶಯದಿಂದ ನೋಡುತ್ತಾರೆ. <box>497 499 732 562</box>
author-photo <box>497 149 581 239</box>
registration-dots-center <box>745 2334 815 2349</box>
article-paragraph: ಹೀಗೆ ವೃತ್ತಿಯ ಗುಣಗಳು ನಮ್ಮ ವ್ಯಕ್ತಿತ್ವದ ಭಾಗವಾಗಿ ಪ್ರವೃತ್ತಿಗಳಾಗುತ್ತವೆ. ಇದು ಒಳ್ಳೆಯದೂ ಹೌದು, ಕೆಲವೊಮ್ಮೆ ಕುಟುಂಬ ಜೀವನದಲ್ಲಿ ಕಿರಿಕಿರಿಗೂ ಕಾರಣವಾಗಬಹುದು. ವೃತ್ತಿಯನ್ನು ಕಚೇರಿಯಲ್ಲಿಯೇ ಬಿಟ್ಟು ಮನೆಗೆ ಬರುವುದನ್ನು ನಾವು ಕಲಿಯಬೇಕು. <box>497 572 732 635</box>
qa-colon: : <box>186 236 191 249</box>
